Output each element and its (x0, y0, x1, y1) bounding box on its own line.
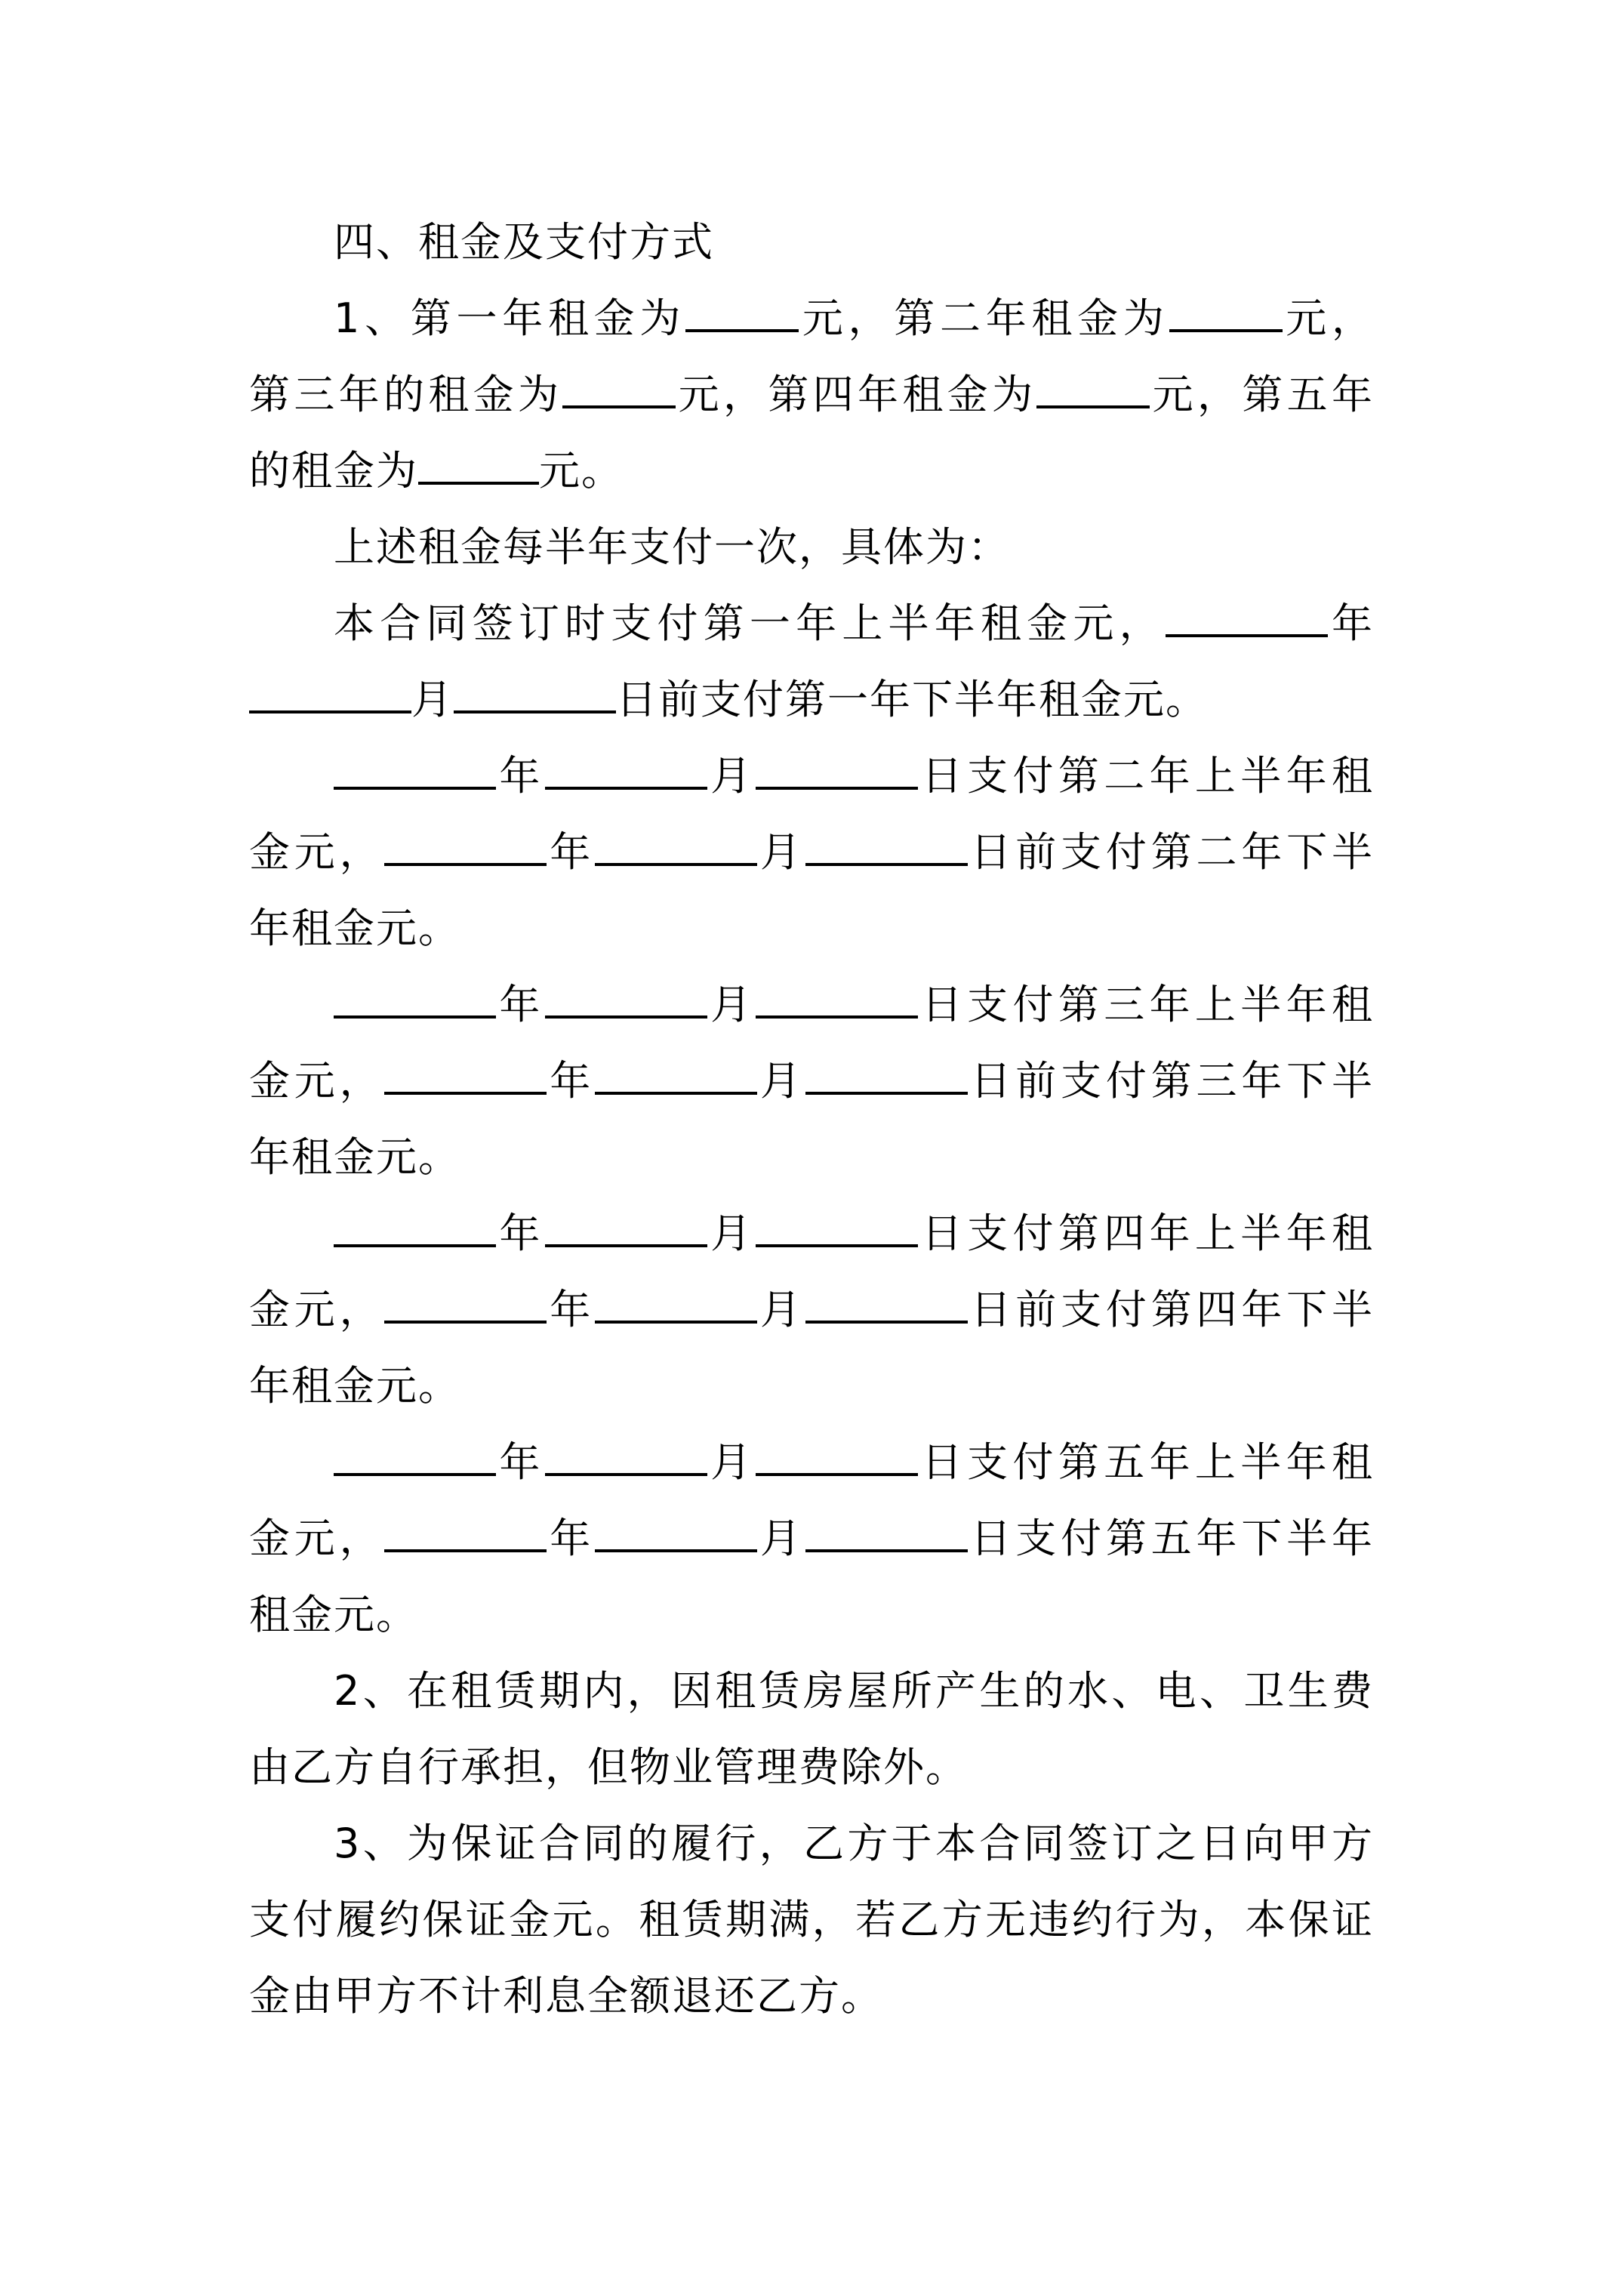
blank-underline (562, 395, 676, 408)
text-run: 元，第五年 (1150, 371, 1374, 418)
text-run: 元， (1282, 294, 1374, 342)
text-run: 元，第二年租金为 (799, 294, 1169, 342)
text-run: 月 (757, 1057, 805, 1105)
text-run: 月 (707, 1210, 756, 1257)
text-run: 年 (1327, 599, 1374, 647)
blank-underline (1166, 624, 1328, 637)
text-run: 日前支付第二年下半 (967, 828, 1374, 876)
text-run: 2、在租赁期内，因租赁房屋所产生的水、电、卫生费 (334, 1667, 1374, 1715)
blank-underline (249, 700, 411, 713)
text-run: 日支付第五年上半年租 (918, 1438, 1374, 1486)
text-run: 年 (496, 1210, 545, 1257)
blank-underline (805, 1539, 968, 1552)
text-run: 月 (757, 1515, 805, 1562)
clause-2-line-1 (249, 1653, 1374, 1729)
year3-payment-line-3 (249, 1119, 1374, 1195)
blank-underline (756, 1234, 918, 1247)
section-heading (249, 204, 1374, 280)
text-run: 月 (411, 676, 454, 723)
text-run: 元。 (539, 447, 624, 495)
text-run: 租金元。 (249, 1591, 418, 1638)
text-run: 月 (757, 828, 805, 876)
text-run: 日支付第三年上半年租 (918, 981, 1374, 1028)
blank-underline (334, 1462, 496, 1476)
text-run: 日前支付第四年下半 (967, 1286, 1374, 1333)
blank-underline (595, 1539, 757, 1552)
text-run: 元，第四年租金为 (676, 371, 1037, 418)
text-run: 年 (547, 1515, 596, 1562)
year3-payment-line-1 (249, 966, 1374, 1043)
year3-payment-line-2 (249, 1043, 1374, 1119)
text-run: 上述租金每半年支付一次，具体为： (334, 523, 1010, 571)
text-run: 的租金为 (249, 447, 418, 495)
text-run: 月 (707, 1438, 756, 1486)
year2-payment-line-3 (249, 890, 1374, 966)
blank-underline (805, 1081, 968, 1095)
blank-underline (756, 1005, 918, 1019)
text-run: 年 (547, 828, 596, 876)
blank-underline (805, 852, 968, 866)
year5-payment-line-2 (249, 1500, 1374, 1576)
clause-3-line-1 (249, 1805, 1374, 1881)
clause-2-line-2 (249, 1729, 1374, 1805)
blank-underline (334, 776, 496, 790)
clause-1-line-3 (249, 433, 1374, 509)
blank-underline (1036, 395, 1150, 408)
blank-underline (545, 1234, 707, 1247)
text-run: 年租金元。 (249, 1133, 460, 1181)
blank-underline (756, 1462, 918, 1476)
blank-underline (595, 852, 757, 866)
blank-underline (756, 776, 918, 790)
text-run: 本合同签订时支付第一年上半年租金元， (334, 599, 1166, 647)
year4-payment-line-2 (249, 1271, 1374, 1348)
blank-underline (595, 1081, 757, 1095)
year5-payment-line-3 (249, 1576, 1374, 1653)
clause-3-line-2 (249, 1881, 1374, 1958)
text-run: 月 (707, 752, 756, 800)
blank-underline (418, 471, 539, 485)
text-run: 金元， (249, 828, 385, 876)
text-run: 金元， (249, 1286, 385, 1333)
year2-payment-line-2 (249, 814, 1374, 890)
text-run: 日支付第四年上半年租 (918, 1210, 1374, 1257)
text-run: 月 (707, 981, 756, 1028)
text-run: 年 (547, 1057, 596, 1105)
text-run: 3、为保证合同的履行，乙方于本合同签订之日向甲方 (334, 1820, 1374, 1867)
text-run: 年 (496, 1438, 545, 1486)
text-run: 年 (496, 752, 545, 800)
text-run: 日支付第二年上半年租 (918, 752, 1374, 800)
text-run: 年 (496, 981, 545, 1028)
text-run: 1、第一年租金为 (334, 294, 686, 342)
text-run: 金元， (249, 1515, 385, 1562)
year4-payment-line-1 (249, 1195, 1374, 1271)
text-run: 年 (547, 1286, 596, 1333)
blank-underline (1169, 319, 1283, 332)
text-run: 年租金元。 (249, 905, 460, 952)
year1-payment-line-2 (249, 661, 1374, 738)
text-run: 金元， (249, 1057, 385, 1105)
text-run: 由乙方自行承担，但物业管理费除外。 (249, 1743, 968, 1791)
text-run: 金由甲方不计利息全额退还乙方。 (249, 1972, 883, 2020)
blank-underline (545, 1005, 707, 1019)
year1-payment-line-1 (249, 585, 1374, 661)
text-run: 日前支付第三年下半 (967, 1057, 1374, 1105)
clause-1-line-2 (249, 356, 1374, 433)
blank-underline (384, 1539, 547, 1552)
blank-underline (685, 319, 799, 332)
text-run: 第三年的租金为 (249, 371, 563, 418)
blank-underline (805, 1310, 968, 1324)
year4-payment-line-3 (249, 1348, 1374, 1424)
blank-underline (384, 1310, 547, 1324)
clause-1-line-1 (249, 280, 1374, 356)
text-run: 月 (757, 1286, 805, 1333)
blank-underline (595, 1310, 757, 1324)
payment-intro-line (249, 509, 1374, 585)
year5-payment-line-1 (249, 1424, 1374, 1500)
blank-underline (334, 1005, 496, 1019)
text-run: 日支付第五年下半年 (967, 1515, 1374, 1562)
text-run: 支付履约保证金元。租赁期满，若乙方无违约行为，本保证 (249, 1896, 1374, 1943)
clause-3-line-3 (249, 1958, 1374, 2034)
document-body (249, 204, 1374, 2034)
blank-underline (334, 1234, 496, 1247)
text-run: 年租金元。 (249, 1362, 460, 1410)
blank-underline (454, 700, 616, 713)
text-run: 日前支付第一年下半年租金元。 (616, 676, 1208, 723)
blank-underline (384, 1081, 547, 1095)
blank-underline (545, 776, 707, 790)
blank-underline (384, 852, 547, 866)
year2-payment-line-1 (249, 738, 1374, 814)
blank-underline (545, 1462, 707, 1476)
text-run: 四、租金及支付方式 (334, 218, 714, 266)
